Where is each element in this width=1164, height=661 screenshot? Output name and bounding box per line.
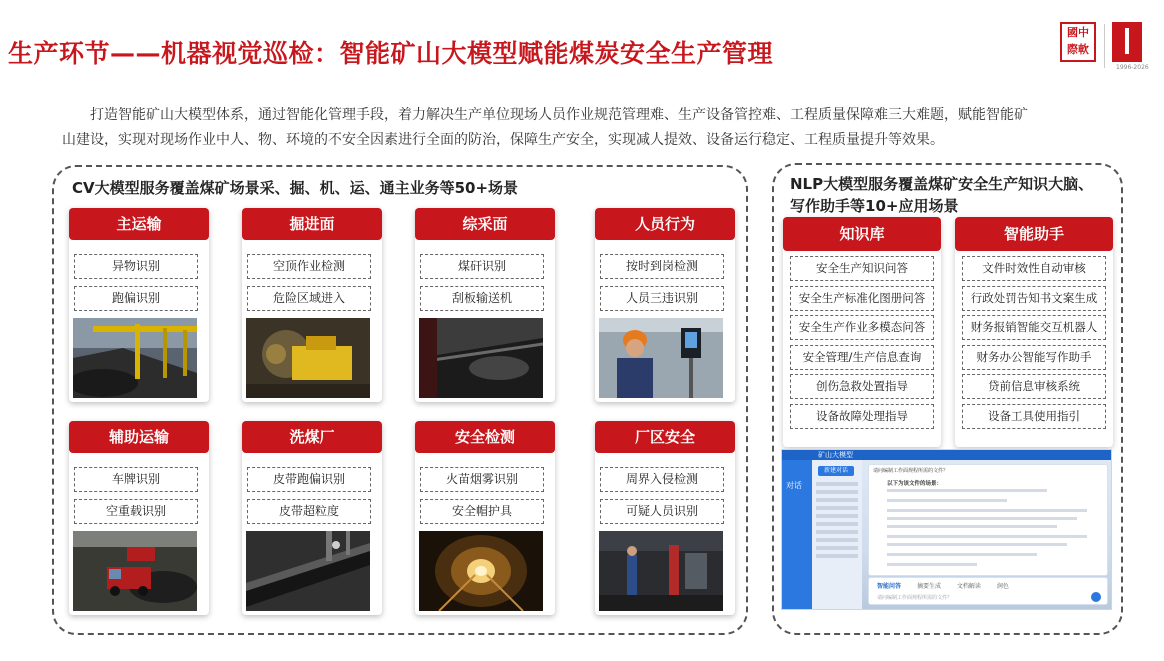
history-item [816,554,858,558]
card-item: 异物识别 [74,254,198,279]
answer-heading: 以下为该文件的场景： [887,481,943,487]
answer-line [887,563,977,566]
rail-chat-label: 对话 [786,481,802,490]
card-item: 皮带跑偏识别 [247,467,371,492]
answer-line [887,499,1007,502]
app-title: 矿山大模型 [818,451,853,459]
cv-card-mining-face [415,208,555,402]
user-question: 请问编制工作面规程所需的文件？ [873,468,949,474]
app-rail [782,460,812,610]
answer-line [887,525,1057,528]
card-item: 可疑人员识别 [600,499,724,524]
card-header: 掘进面 [242,208,382,240]
cv-card-aux-transport [69,421,209,615]
card-item: 煤矸识别 [420,254,544,279]
card-header: 主运输 [69,208,209,240]
history-item [816,514,858,518]
card-item: 空重载识别 [74,499,198,524]
card-item: 设备故障处理指导 [790,404,934,429]
mining-llm-app-screenshot [781,449,1112,610]
card-item: 安全生产标准化图册问答 [790,286,934,311]
coal-face-photo [419,318,543,398]
cv-card-personnel [595,208,735,402]
send-icon [1091,592,1101,602]
card-header: 洗煤厂 [242,421,382,453]
conveyor-photo [73,318,197,398]
card-header: 综采面 [415,208,555,240]
card-header: 辅助运输 [69,421,209,453]
nlp-title-line-1: NLP大模型服务覆盖煤矿安全生产知识大脑、 [790,175,1094,193]
cv-card-heading-face [242,208,382,402]
logo-mark [1112,22,1142,62]
worker-photo [599,318,723,398]
history-item [816,546,858,550]
card-item: 设备工具使用指引 [962,404,1106,429]
card-item: 跑偏识别 [74,286,198,311]
card-header: 人员行为 [595,208,735,240]
history-item [816,490,858,494]
card-item: 空顶作业检测 [247,254,371,279]
history-item [816,522,858,526]
card-item: 皮带超粒度 [247,499,371,524]
roadheader-photo [246,318,370,398]
nlp-panel-title [786,173,1097,217]
cv-panel-title: CV大模型服务覆盖煤矿场景采、掘、机、运、通主业务等50+场景 [68,177,522,198]
card-item: 危险区域进入 [247,286,371,311]
card-item: 创伤急救处置指导 [790,374,934,399]
answer-line [887,535,1087,538]
card-item: 人员三违识别 [600,286,724,311]
card-item: 火苗烟雾识别 [420,467,544,492]
card-item: 刮板输送机 [420,286,544,311]
app-sidebar [812,460,862,610]
answer-line [887,543,1067,546]
nlp-card-knowledge-base [783,217,941,447]
cv-card-safety-detect [415,421,555,615]
logo-seal: 國中 際軟 [1060,22,1096,62]
nlp-title-line-2: 写作助手等10+应用场景 [790,197,959,215]
card-item: 文件时效性自动审核 [962,256,1106,281]
card-item: 车牌识别 [74,467,198,492]
card-item: 贷前信息审核系统 [962,374,1106,399]
card-item: 财务办公智能写作助手 [962,345,1106,370]
logo-years: 1996-2026 [1116,64,1149,71]
tab-polish: 润色 [996,583,1009,590]
card-header: 知识库 [783,217,941,251]
intro-paragraph [62,103,1122,153]
intro-line-2: 山建设，实现对现场作业中人、物、环境的不安全因素进行全面的防治，保障生产安全，实现减人提效、设备运行稳定、工程质量提升等效果。 [62,132,944,148]
card-item: 安全帽护具 [420,499,544,524]
tab-summary: 摘要生成 [916,583,941,590]
company-logo [1060,22,1155,70]
card-item: 安全管理/生产信息查询 [790,345,934,370]
page-title: 生产环节——机器视觉巡检：智能矿山大模型赋能煤炭安全生产管理 [8,39,774,68]
nlp-card-smart-assistant [955,217,1113,447]
cv-card-plant-security [595,421,735,615]
belt-photo [246,531,370,611]
trucks-photo [73,531,197,611]
tunnel-photo [419,531,543,611]
card-item: 安全生产知识问答 [790,256,934,281]
answer-line [887,517,1077,520]
cv-card-main-transport [69,208,209,402]
history-item [816,498,858,502]
history-item [816,530,858,534]
answer-line [887,509,1087,512]
card-item: 安全生产作业多模态问答 [790,315,934,340]
intro-line-1: 打造智能矿山大模型体系，通过智能化管理手段，着力解决生产单位现场人员作业规范管理难、生产设备管控难、工程质量保障难三大难题，赋能智能矿 [90,107,1028,123]
tab-doc-read: 文档解读 [956,583,981,590]
mode-tabs [877,581,1023,590]
tab-smart-qa: 智能问答 [877,583,902,590]
plant-photo [599,531,723,611]
logo-divider [1104,24,1105,68]
answer-line [887,489,1047,492]
card-item: 行政处罚告知书文案生成 [962,286,1106,311]
chat-input-bar [868,577,1108,605]
card-header: 安全检测 [415,421,555,453]
history-item [816,506,858,510]
card-item: 财务报销智能交互机器人 [962,315,1106,340]
chat-input: 请问编制工作面规程所需的文件？ [877,595,953,601]
answer-line [887,553,1037,556]
history-item [816,538,858,542]
app-topbar [782,450,1112,460]
new-chat-button: 新建对话 [818,466,854,476]
card-item: 按时到岗检测 [600,254,724,279]
history-item [816,482,858,486]
card-header: 智能助手 [955,217,1113,251]
card-header: 厂区安全 [595,421,735,453]
cv-card-coal-washing [242,421,382,615]
chat-window [868,464,1108,576]
card-item: 周界入侵检测 [600,467,724,492]
